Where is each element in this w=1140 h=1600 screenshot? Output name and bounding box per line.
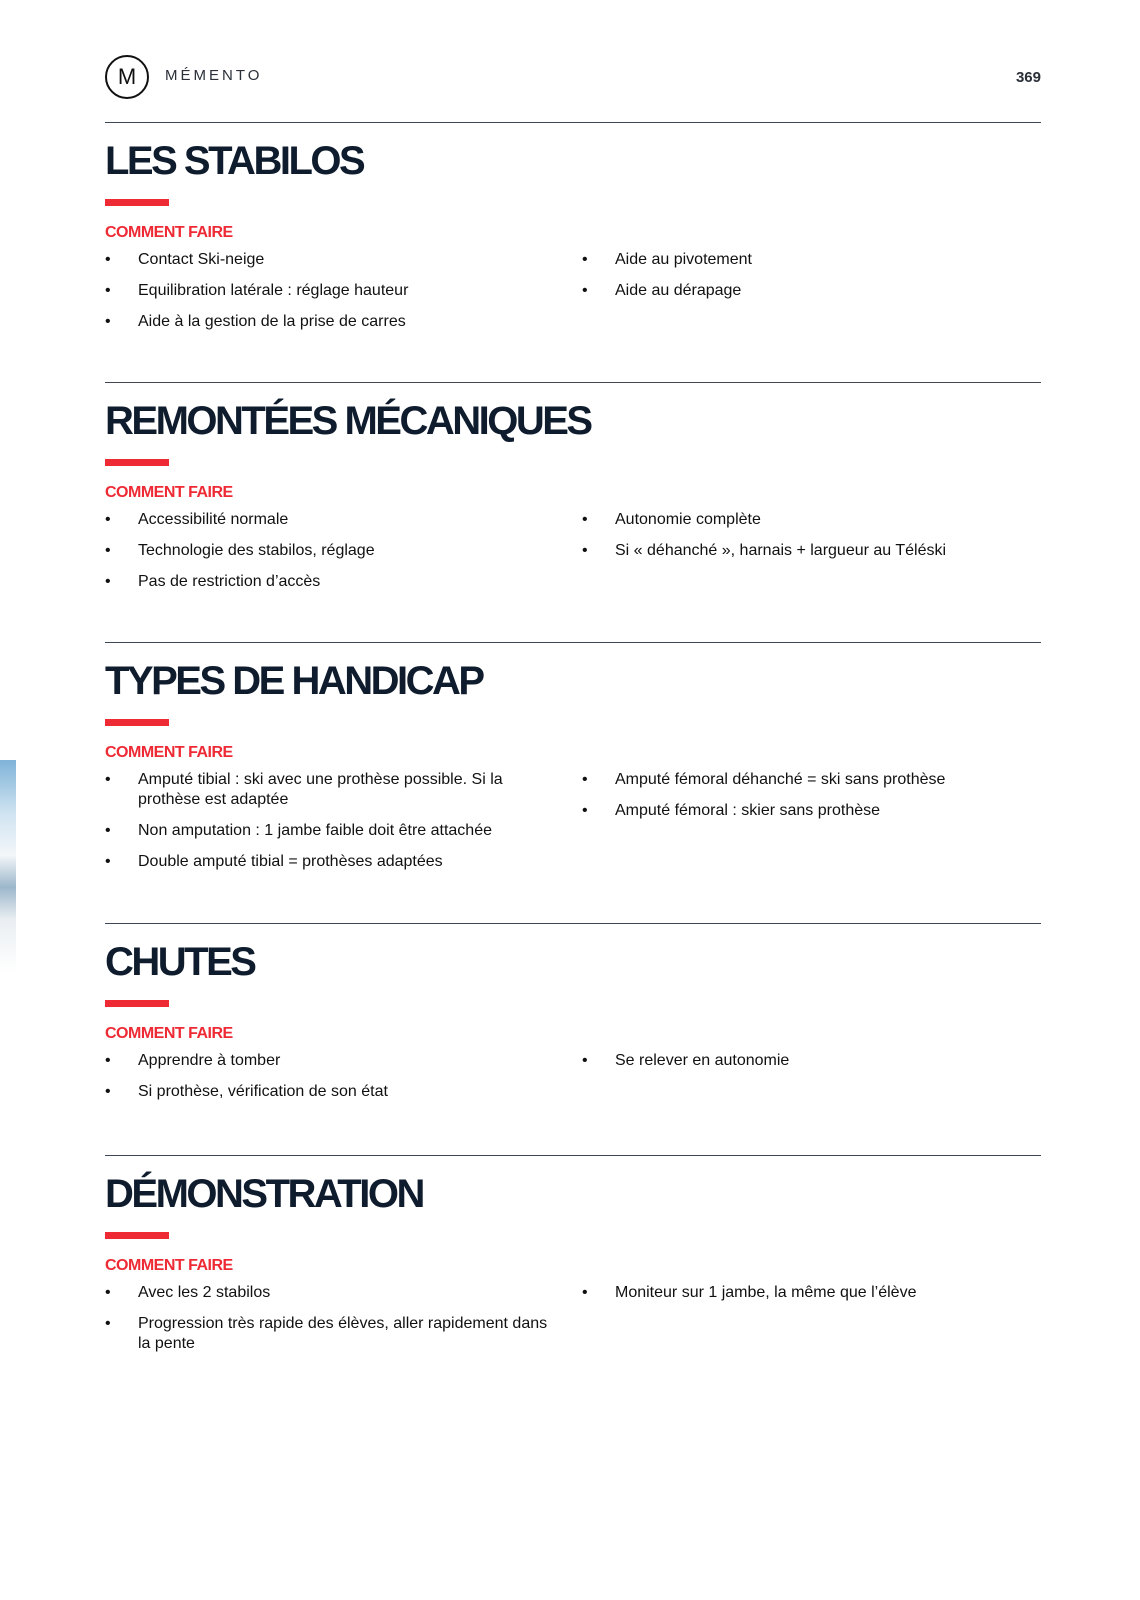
logo-letter: M — [117, 64, 137, 89]
bullet-list-right — [582, 770, 1042, 832]
list-item: • Non amputation : 1 jambe faible doit être attachée — [105, 821, 550, 841]
list-item: • Autonomie complète — [582, 510, 1042, 530]
section-title: REMONTÉES MÉCANIQUES — [105, 399, 591, 443]
list-item: • Si prothèse, vérification de son état — [105, 1082, 550, 1102]
bullet-list-left — [105, 1283, 550, 1365]
section-title: DÉMONSTRATION — [105, 1172, 423, 1216]
section-subtitle: COMMENT FAIRE — [105, 484, 233, 501]
bullet-list-left — [105, 250, 550, 343]
list-item: • Accessibilité normale — [105, 510, 550, 530]
list-item: • Pas de restriction d’accès — [105, 572, 550, 592]
list-item: • Avec les 2 stabilos — [105, 1283, 550, 1303]
list-item: • Aide au pivotement — [582, 250, 1042, 270]
page-header — [105, 55, 1041, 99]
bullet-list-right — [582, 250, 1042, 312]
list-item: • Contact Ski-neige — [105, 250, 550, 270]
section-title: LES STABILOS — [105, 139, 364, 183]
section-divider — [105, 382, 1041, 383]
list-item: • Moniteur sur 1 jambe, la même que l’élève — [582, 1283, 1042, 1303]
bullet-list-left — [105, 510, 550, 603]
list-item: • Technologie des stabilos, réglage — [105, 541, 550, 561]
section-remontees-mecaniques — [105, 382, 1041, 590]
section-divider — [105, 923, 1041, 924]
bullet-list-right — [582, 510, 1042, 572]
section-subtitle: COMMENT FAIRE — [105, 1025, 233, 1042]
section-divider — [105, 122, 1041, 123]
section-divider — [105, 1155, 1041, 1156]
list-item: • Amputé fémoral : skier sans prothèse — [582, 801, 1042, 821]
list-item: • Amputé tibial : ski avec une prothèse possible. Si la prothèse est adaptée — [105, 770, 550, 810]
section-divider — [105, 642, 1041, 643]
bullet-list-left — [105, 770, 550, 883]
section-subtitle: COMMENT FAIRE — [105, 224, 233, 241]
section-title: CHUTES — [105, 940, 255, 984]
brand-name: MÉMENTO — [165, 67, 263, 84]
list-item: • Amputé fémoral déhanché = ski sans prothèse — [582, 770, 1042, 790]
accent-bar — [105, 1232, 169, 1239]
list-item: • Apprendre à tomber — [105, 1051, 550, 1071]
bullet-list-right — [582, 1051, 1042, 1082]
section-subtitle: COMMENT FAIRE — [105, 1257, 233, 1274]
list-item: • Si « déhanché », harnais + largueur au Téléski — [582, 541, 1042, 561]
list-item: • Se relever en autonomie — [582, 1051, 1042, 1071]
accent-bar — [105, 459, 169, 466]
section-types-de-handicap — [105, 642, 1041, 870]
bullet-list-left — [105, 1051, 550, 1113]
side-photo-strip — [0, 760, 16, 972]
accent-bar — [105, 199, 169, 206]
list-item: • Aide au dérapage — [582, 281, 1042, 301]
list-item: • Aide à la gestion de la prise de carres — [105, 312, 550, 332]
section-chutes — [105, 923, 1041, 1100]
memento-logo — [105, 55, 149, 99]
section-title: TYPES DE HANDICAP — [105, 659, 483, 703]
list-item: • Double amputé tibial = prothèses adaptées — [105, 852, 550, 872]
section-demonstration — [105, 1155, 1041, 1352]
list-item: • Equilibration latérale : réglage hauteur — [105, 281, 550, 301]
section-stabilos — [105, 122, 1041, 330]
list-item: • Progression très rapide des élèves, aller rapidement dans la pente — [105, 1314, 550, 1354]
bullet-list-right — [582, 1283, 1042, 1314]
accent-bar — [105, 719, 169, 726]
page-number: 369 — [1015, 69, 1041, 86]
section-subtitle: COMMENT FAIRE — [105, 744, 233, 761]
accent-bar — [105, 1000, 169, 1007]
